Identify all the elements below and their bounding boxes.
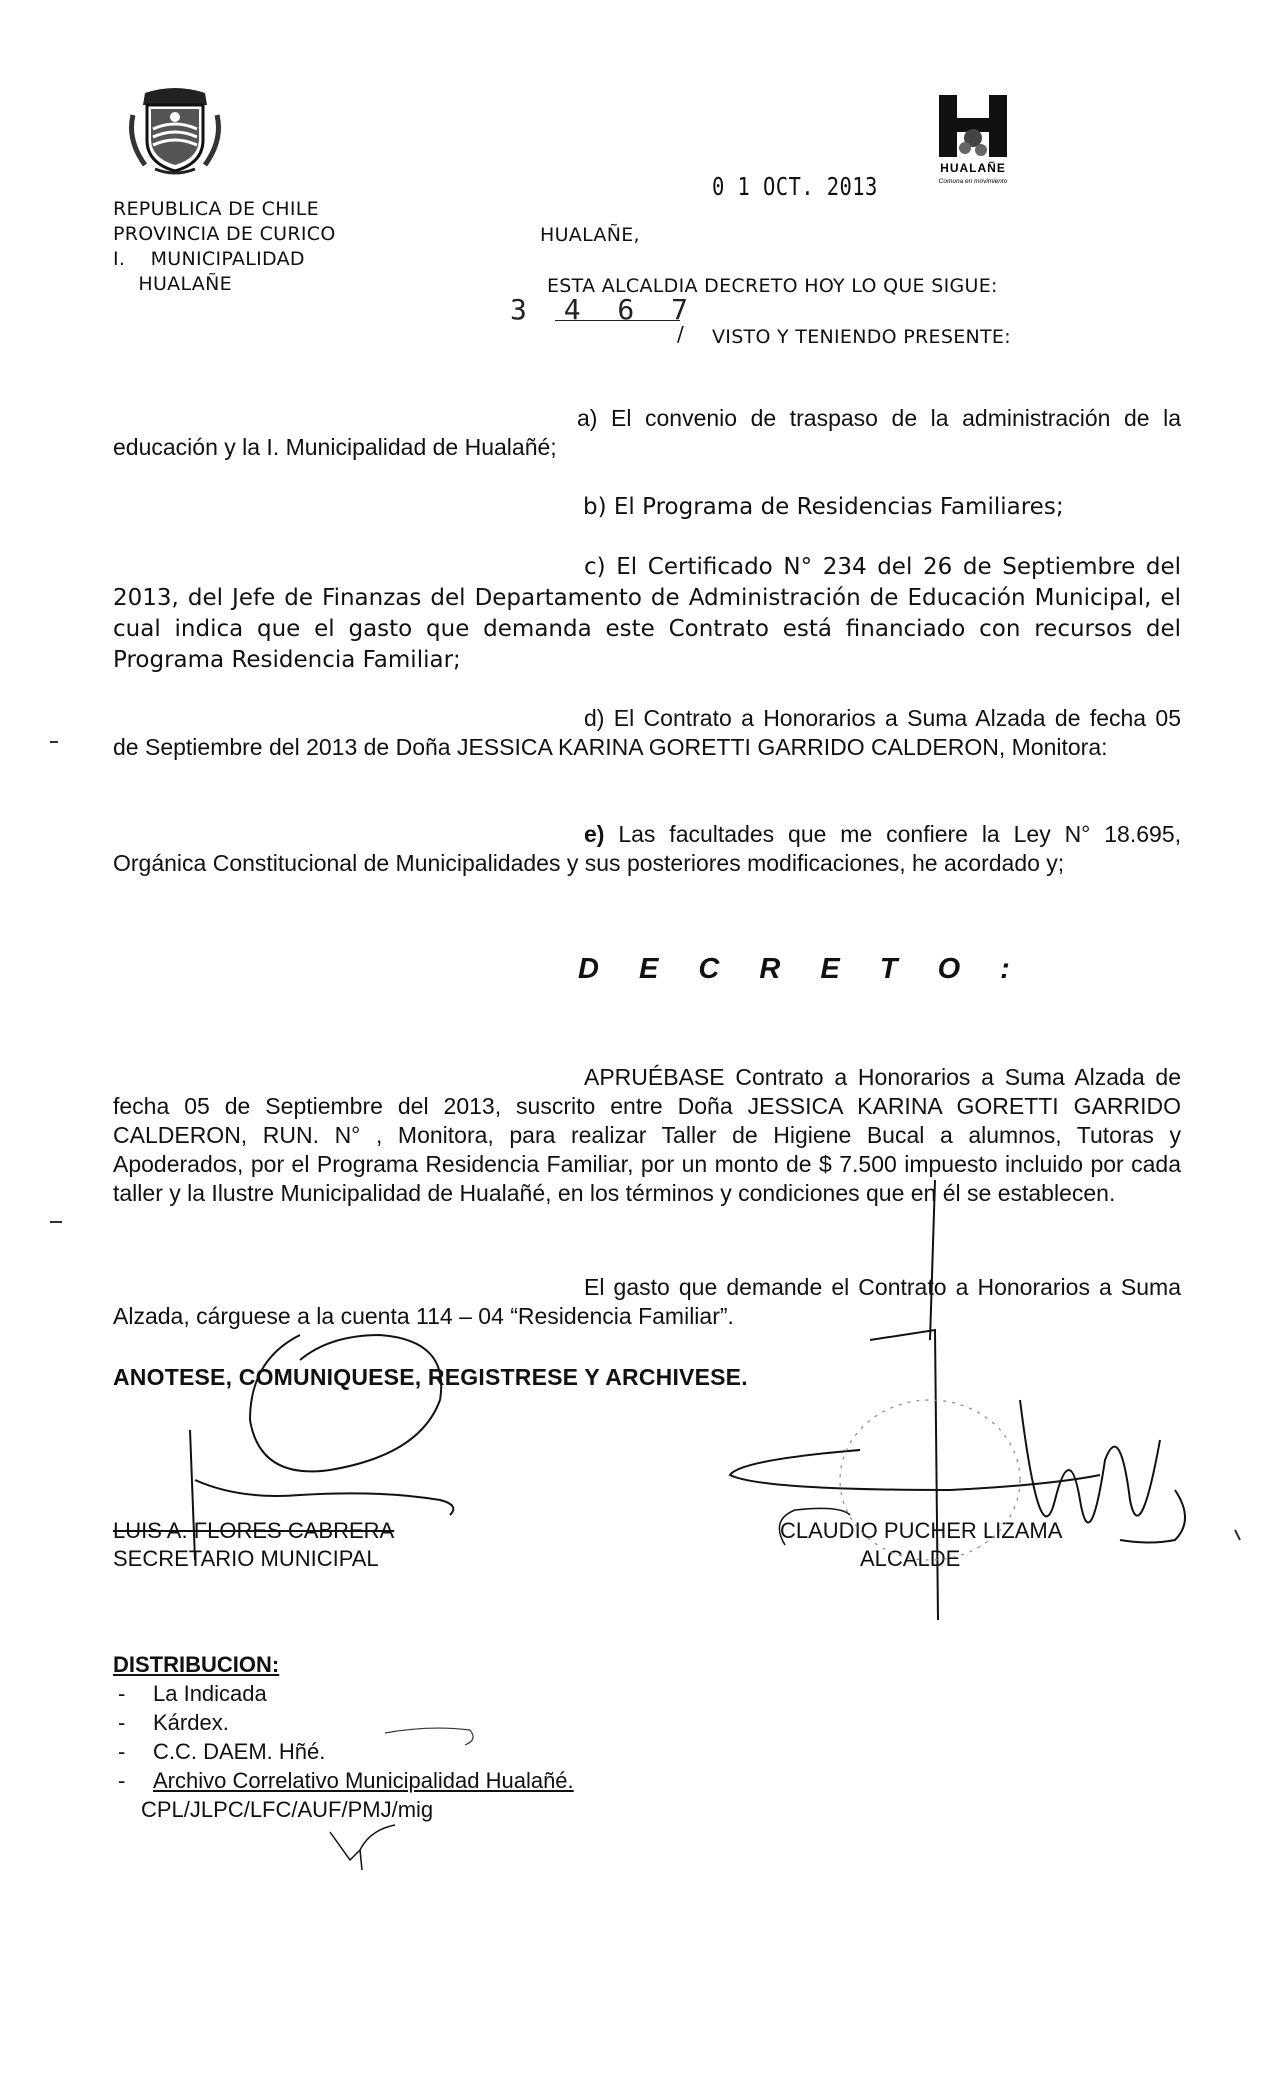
distribution-item: - Archivo Correlativo Municipalidad Hualañé. — [113, 1766, 574, 1795]
distribution-item: - La Indicada — [113, 1679, 574, 1708]
resolutivo-aprueba: APRUÉBASE Contrato a Honorarios a Suma Alzada de fecha 05 de Septiembre del 2013, suscrito entre Doña JESSICA KARINA GORETTI GARRIDO CALDERON, RUN. N° , Monitora, para realizar Taller de Higiene Bucal a alumnos, Tutoras y Apoderados, por el Programa Residencia Familiar, por un monto de $ 7.500 impuesto incluido por cada taller y la Ilustre Municipalidad de Hualañé, en los términos y condiciones que en él se establecen. — [113, 1064, 1181, 1206]
secretary-signature-block — [113, 1517, 394, 1573]
distribution-title: DISTRIBUCION: — [113, 1652, 280, 1677]
issuer-block — [113, 197, 336, 297]
distribution-block — [113, 1650, 574, 1824]
decree-number: 3 4 6 7 — [510, 293, 699, 326]
mayor-title: ALCALDE — [860, 1546, 961, 1571]
separator-slash: / — [677, 322, 684, 346]
city-line: HUALAÑE, — [540, 224, 640, 246]
considerando-a: a) El convenio de traspaso de la administración de la educación y la I. Municipalidad de Hualañé; — [113, 405, 1181, 460]
secretary-title: SECRETARIO MUNICIPAL — [113, 1546, 379, 1571]
issuer-line: I. MUNICIPALIDAD — [113, 248, 305, 270]
mayor-signature-block — [780, 1517, 1062, 1573]
decree-number-underline — [555, 320, 680, 321]
mayor-name: CLAUDIO PUCHER LIZAMA — [780, 1518, 1063, 1543]
considerando-b: b) El Programa de Residencias Familiares; — [583, 494, 1064, 520]
considerando-c: c) El Certificado N° 234 del 26 de Septiembre del 2013, del Jefe de Finanzas del Departamento de Administración de Educación Municipal, el cual indica que el gasto que demanda este Contrato está financiado con recursos del Programa Residencia Familiar; — [113, 554, 1181, 673]
decreto-title: D E C R E T O : — [578, 953, 1026, 985]
issuer-line: HUALAÑE — [113, 273, 232, 295]
visto-heading: VISTO Y TENIENDO PRESENTE: — [712, 326, 1011, 348]
distribution-item: - Kárdex. — [113, 1708, 574, 1737]
distribution-item: - C.C. DAEM. Hñé. — [113, 1737, 574, 1766]
resolutivo-gasto: El gasto que demande el Contrato a Honorarios a Suma Alzada, cárguese a la cuenta 114 – 04 “Residencia Familiar”. — [113, 1274, 1181, 1329]
decree-intro-line: ESTA ALCALDIA DECRETO HOY LO QUE SIGUE: — [547, 275, 998, 297]
considerando-e-label: e) — [584, 821, 605, 847]
secretary-name: LUIS A. FLORES CABRERA — [113, 1518, 395, 1543]
date-stamp: 0 1 OCT. 2013 — [712, 172, 878, 201]
anotese-line: ANOTESE, COMUNIQUESE, REGISTRESE Y ARCHIVESE. — [113, 1364, 748, 1390]
considerando-e — [113, 820, 1181, 878]
hualane-logo-icon — [925, 90, 1040, 185]
considerando-d: d) El Contrato a Honorarios a Suma Alzada de fecha 05 de Septiembre del 2013 de Doña JESSICA KARINA GORETTI GARRIDO CALDERON, Monitora: — [113, 705, 1181, 760]
initials-line: CPL/JLPC/LFC/AUF/PMJ/mig — [141, 1797, 434, 1822]
municipal-crest-icon — [125, 85, 225, 175]
distribution-list — [113, 1679, 574, 1795]
secretary-signature-stroke — [250, 1335, 441, 1471]
issuer-line: PROVINCIA DE CURICO — [113, 223, 336, 245]
initials-check-stroke — [330, 1825, 395, 1870]
issuer-line: REPUBLICA DE CHILE — [113, 198, 319, 220]
logo-text: HUALAÑE — [940, 161, 1006, 175]
logo-tagline: Comuna en movimiento — [938, 178, 1008, 185]
considerando-e-text: Las facultades que me confiere la Ley N° 18.695, Orgánica Constitucional de Municipalidades y sus posteriores modificaciones, he acordado y; — [113, 821, 1181, 876]
